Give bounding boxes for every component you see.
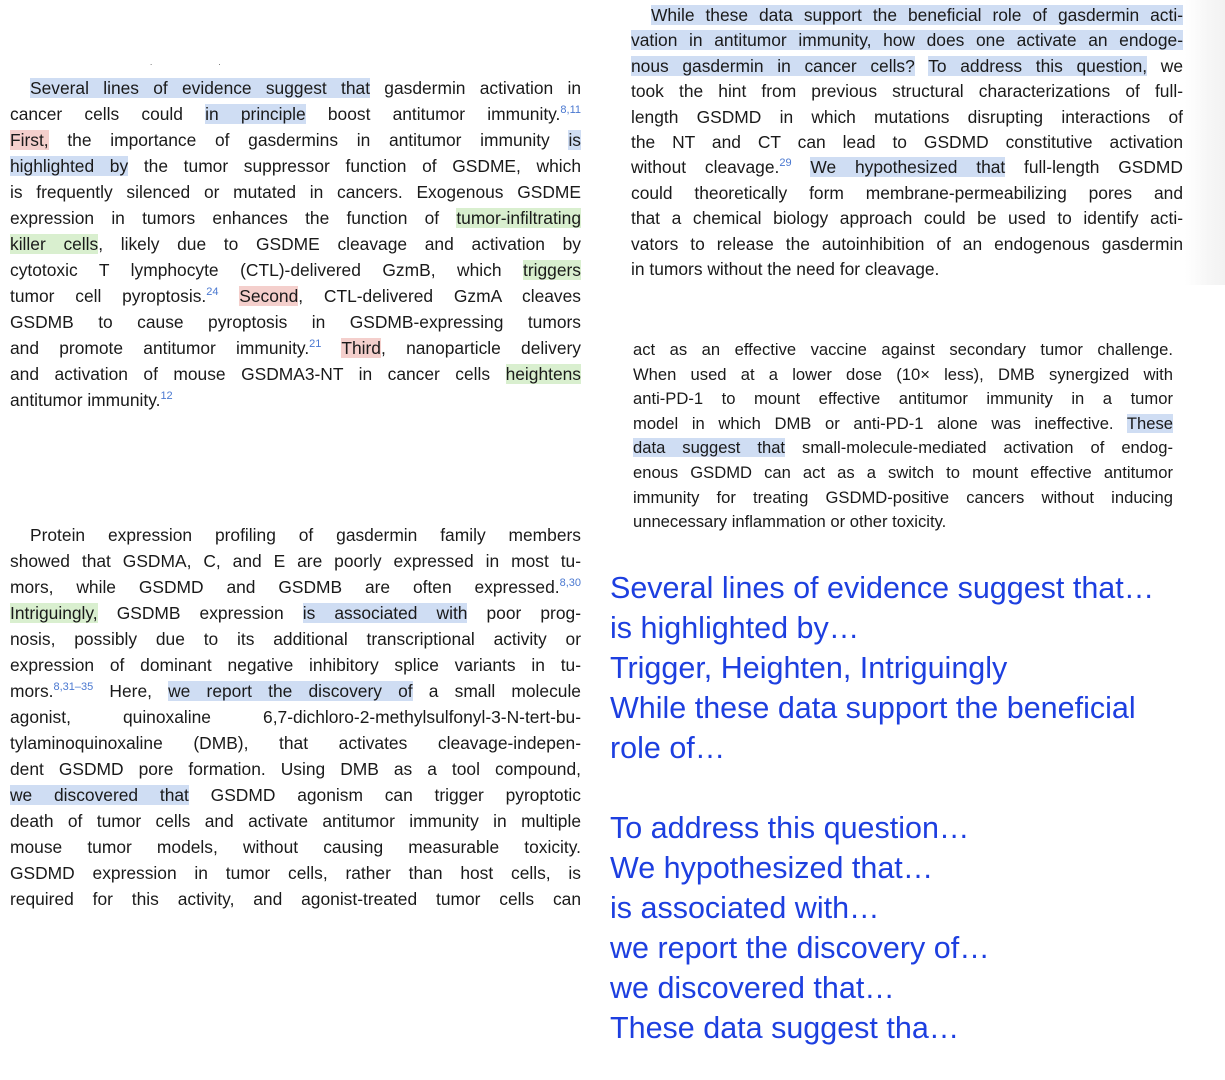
paragraph-line: Protein expression profiling of gasdermin family members: [30, 525, 581, 545]
citation-ref[interactable]: 8,11: [560, 104, 581, 116]
summary-line: We hypothesized that…: [610, 851, 934, 885]
paragraph-line: cancer cells could in principle boost antitumor immunity.$^{8,11}$: [10, 104, 581, 124]
summary-spacer: [610, 768, 1154, 808]
paragraph-line: highlighted by the tumor suppressor function of GSDME, which: [10, 156, 581, 176]
highlighted-phrase: These: [1126, 413, 1173, 433]
paragraph-line: without cleavage.$^{29}$ We hypothesized that full-length GSDMD: [631, 157, 1183, 178]
paragraph-line: could theoretically form membrane-permeabilizing pores and: [631, 182, 1183, 203]
highlighted-phrase: triggers: [523, 260, 581, 280]
crop-edge-shadow: [1185, 0, 1225, 285]
highlighted-phrase: Third: [341, 338, 381, 358]
paragraph-line: enous GSDMD can act as a switch to mount effective antitumor: [633, 462, 1173, 482]
paragraph-line: GSDMD expression in tumor cells, rather than host cells, is: [10, 863, 581, 883]
paragraph-line: and promote antitumor immunity.$^{21}$ Third, nanoparticle delivery: [10, 338, 581, 358]
highlighted-phrase: tumor-infiltrating: [456, 208, 581, 228]
paragraph-line: tumor cell pyroptosis.$^{24}$ Second, CTL-delivered GzmA cleaves: [10, 286, 581, 306]
paragraph-line: showed that GSDMA, C, and E are poorly expressed in most tu-: [10, 551, 581, 571]
paragraph-line: [631, 3, 1183, 28]
highlighted-phrase: data suggest that: [633, 438, 786, 458]
paragraph-line: we discovered that GSDMD agonism can trigger pyroptotic: [10, 785, 581, 805]
summary-line: Several lines of evidence suggest that…: [610, 571, 1155, 605]
citation-ref[interactable]: 8,31–35: [53, 681, 94, 693]
paragraph-line: GSDMB to cause pyroptosis in GSDMB-expressing tumors: [10, 312, 581, 332]
paragraph-line: First, the importance of gasdermins in antitumor immunity is: [10, 130, 581, 150]
cropped-text-remnant: . .: [150, 58, 253, 67]
left-bottom-paragraph: [10, 522, 581, 912]
summary-line: While these data support the beneficial: [610, 691, 1136, 725]
summary-line: These data suggest tha…: [610, 1011, 960, 1045]
left-top-paragraph: [10, 75, 581, 413]
paragraph-line: nosis, possibly due to its additional transcriptional activity or: [10, 629, 581, 649]
paragraph-line: mors.$^{8,31-35}$ Here, we report the discovery of a small molecule: [10, 681, 581, 701]
highlighted-phrase: heightens: [505, 364, 581, 384]
paragraph-line: mors, while GSDMD and GSDMB are often expressed.$^{8,30}$: [10, 577, 581, 597]
paragraph-line: When used at a lower dose (10× less), DMB synergized with: [633, 364, 1173, 384]
citation-ref[interactable]: 21: [309, 338, 322, 350]
paragraph-line: dent GSDMD pore formation. Using DMB as a tool compound,: [10, 759, 581, 779]
highlighted-phrase: is associated with: [302, 603, 468, 623]
citation-ref[interactable]: 12: [160, 390, 173, 402]
highlighted-phrase: While these data support the beneficial role of gasdermin acti-: [651, 5, 1183, 25]
highlighted-phrase: in principle: [205, 104, 306, 124]
paragraph-line: length GSDMD in which mutations disrupting interactions of: [631, 106, 1183, 127]
highlighted-phrase: killer cells: [10, 234, 99, 254]
paragraph-line: vators to release the autoinhibition of an endogenous gasdermin: [631, 233, 1183, 254]
highlighted-phrase: is: [568, 130, 581, 150]
paragraph-line: act as an effective vaccine against secondary tumor challenge.: [633, 340, 1173, 359]
highlighted-phrase: Several lines of evidence suggest that: [30, 78, 371, 98]
paragraph-line: and activation of mouse GSDMA3-NT in cancer cells heightens: [10, 364, 581, 384]
paragraph-line: the NT and CT can lead to GSDMD constitutive activation: [631, 132, 1183, 153]
summary-line: Trigger, Heighten, Intriguingly: [610, 651, 1008, 685]
phrase-summary-list: [610, 568, 1154, 1048]
paragraph-line: unnecessary inflammation or other toxicity.: [633, 512, 947, 532]
paragraph-line: Intriguingly, GSDMB expression is associated with poor prog-: [10, 603, 581, 623]
summary-line: role of…: [610, 731, 726, 765]
paragraph-line: immunity for treating GSDMD-positive cancers without inducing: [633, 487, 1173, 507]
summary-line: To address this question…: [610, 811, 970, 845]
citation-ref[interactable]: 29: [779, 157, 792, 170]
highlighted-phrase: First,: [10, 130, 49, 150]
paragraph-line: nous gasdermin in cancer cells? To address this question, we: [631, 55, 1183, 76]
summary-line: we report the discovery of…: [610, 931, 990, 965]
citation-ref[interactable]: 8,30: [559, 577, 581, 589]
highlighted-phrase: Intriguingly,: [10, 603, 98, 623]
paragraph-line: [631, 28, 1183, 53]
summary-line: we discovered that…: [610, 971, 895, 1005]
paragraph-line: cytotoxic T lymphocyte (CTL)-delivered GzmB, which triggers: [10, 260, 581, 280]
highlighted-phrase: Second: [239, 286, 299, 306]
highlighted-phrase: highlighted by: [10, 156, 129, 176]
highlighted-phrase: We hypothesized that: [810, 157, 1006, 178]
summary-line: is highlighted by…: [610, 611, 860, 645]
highlighted-phrase: To address this question,: [928, 55, 1148, 76]
paragraph-line: Several lines of evidence suggest that gasdermin activation in: [30, 78, 581, 98]
paragraph-line: mouse tumor models, without causing measurable toxicity.: [10, 837, 581, 857]
paragraph-line: required for this activity, and agonist-treated tumor cells can: [10, 889, 581, 909]
paragraph-line: data suggest that small-molecule-mediated activation of endog-: [633, 438, 1173, 458]
right-top-paragraph: [631, 3, 1183, 282]
paragraph-line: antitumor immunity.$^{12}$: [10, 390, 173, 410]
paragraph-line: anti-PD-1 to mount effective antitumor immunity in a tumor: [633, 389, 1173, 409]
paragraph-line: tylaminoquinoxaline (DMB), that activates cleavage-indepen-: [10, 733, 581, 753]
highlighted-phrase: vation in antitumor immunity, how does one activate an endoge-: [631, 30, 1183, 51]
paragraph-line: expression in tumors enhances the function of tumor-infiltrating: [10, 208, 581, 228]
paragraph-line: model in which DMB or anti-PD-1 alone was ineffective. These: [633, 413, 1173, 433]
paragraph-line: is frequently silenced or mutated in cancers. Exogenous GSDME: [10, 182, 581, 202]
paragraph-line: took the hint from previous structural characterizations of full-: [631, 81, 1183, 102]
paragraph-line: in tumors without the need for cleavage.: [631, 259, 940, 280]
paragraph-line: that a chemical biology approach could be used to identify acti-: [631, 208, 1183, 229]
summary-line: is associated with…: [610, 891, 880, 925]
highlighted-phrase: we report the discovery of: [168, 681, 413, 701]
paragraph-line: killer cells, likely due to GSDME cleavage and activation by: [10, 234, 581, 254]
paragraph-line: expression of dominant negative inhibitory splice variants in tu-: [10, 655, 581, 675]
paragraph-line: death of tumor cells and activate antitumor immunity in multiple: [10, 811, 581, 831]
paragraph-line: agonist, quinoxaline 6,7-dichloro-2-methylsulfonyl-3-N-tert-bu-: [10, 707, 581, 727]
highlighted-phrase: nous gasdermin in cancer cells?: [631, 55, 915, 76]
right-middle-paragraph: [633, 338, 1173, 535]
citation-ref[interactable]: 24: [206, 286, 219, 298]
highlighted-phrase: we discovered that: [10, 785, 189, 805]
